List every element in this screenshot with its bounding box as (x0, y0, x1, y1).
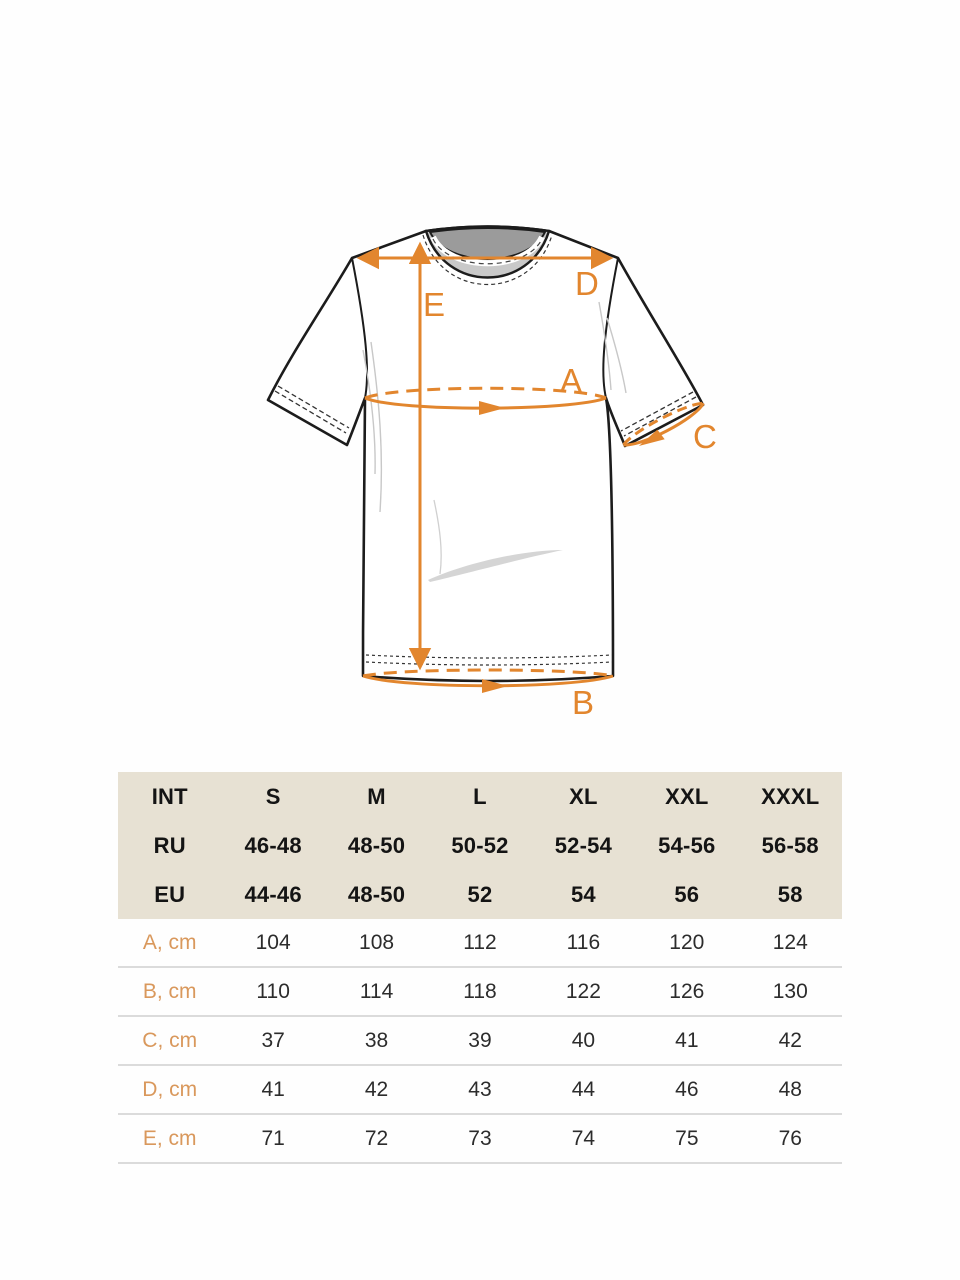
measurement-value: 130 (772, 979, 808, 1003)
table-row-e (118, 1115, 842, 1164)
size-value: 44-46 (244, 881, 302, 907)
measurement-value: 126 (669, 979, 705, 1003)
measurement-value: 44 (571, 1077, 596, 1101)
label-chest: A (560, 362, 583, 399)
size-value: 50-52 (451, 832, 509, 858)
measurement-value: 41 (261, 1077, 285, 1101)
measurement-label: D, cm (142, 1077, 198, 1101)
size-value: 56 (674, 881, 700, 907)
header-label: RU (153, 832, 186, 858)
measurement-value: 122 (565, 979, 601, 1003)
size-col: L (473, 783, 487, 809)
size-table-body (118, 919, 842, 1164)
table-row-eu (118, 870, 842, 919)
size-col: XL (569, 783, 598, 809)
size-value: 54-56 (658, 832, 716, 858)
measurement-value: 38 (364, 1028, 389, 1052)
measurement-value: 46 (675, 1077, 699, 1101)
size-value: 56-58 (761, 832, 819, 858)
size-col: XXL (665, 783, 709, 809)
measurement-label: A, cm (142, 930, 197, 954)
table-row-c (118, 1017, 842, 1066)
tshirt-outline (268, 227, 703, 682)
measurement-value: 41 (675, 1028, 699, 1052)
measurement-value: 75 (675, 1126, 699, 1150)
size-table-header (118, 772, 842, 919)
size-col: XXXL (761, 783, 820, 809)
label-hem: B (572, 684, 595, 721)
measurement-value: 112 (463, 930, 497, 954)
size-col: S (265, 783, 281, 809)
measurement-value: 40 (571, 1028, 596, 1052)
header-label: INT (151, 783, 188, 809)
size-value: 48-50 (347, 881, 406, 907)
measurement-value: 108 (359, 930, 395, 954)
size-value: 54 (570, 881, 596, 907)
table-row-ru (118, 821, 842, 870)
measurement-label: E, cm (142, 1126, 197, 1150)
measurement-value: 42 (364, 1077, 389, 1101)
measurement-value: 74 (571, 1126, 596, 1150)
measurement-value: 118 (463, 979, 497, 1003)
measurement-value: 39 (468, 1028, 492, 1052)
measurement-value: 116 (566, 930, 601, 954)
size-value: 46-48 (244, 832, 302, 858)
measurement-value: 114 (359, 979, 394, 1003)
size-value: 48-50 (347, 832, 406, 858)
measurement-value: 48 (778, 1077, 802, 1101)
table-row-d (118, 1066, 842, 1115)
measurement-value: 42 (778, 1028, 802, 1052)
table-row-int (118, 772, 842, 821)
measurement-value: 37 (261, 1028, 285, 1052)
size-value: 52 (467, 881, 493, 907)
measurement-value: 124 (772, 930, 808, 954)
size-col: M (367, 783, 386, 809)
size-value: 58 (777, 881, 803, 907)
size-value: 52-54 (554, 832, 613, 858)
label-sleeve-opening: C (693, 418, 717, 455)
header-label: EU (154, 881, 186, 907)
label-length: E (423, 286, 446, 323)
measurement-value: 71 (261, 1126, 285, 1150)
measurement-value: 120 (669, 930, 705, 954)
measurement-value: 76 (778, 1126, 802, 1150)
measurement-value: 43 (468, 1077, 492, 1101)
table-row-b (118, 968, 842, 1017)
measurement-label: B, cm (142, 979, 197, 1003)
size-table (118, 772, 842, 1164)
measurement-value: 110 (256, 979, 290, 1003)
table-row-a (118, 919, 842, 968)
measurement-value: 104 (255, 930, 291, 954)
measurement-label: C, cm (142, 1028, 198, 1052)
measurement-value: 72 (364, 1126, 389, 1150)
measurement-value: 73 (468, 1126, 492, 1150)
label-shoulder-width: D (575, 265, 599, 302)
